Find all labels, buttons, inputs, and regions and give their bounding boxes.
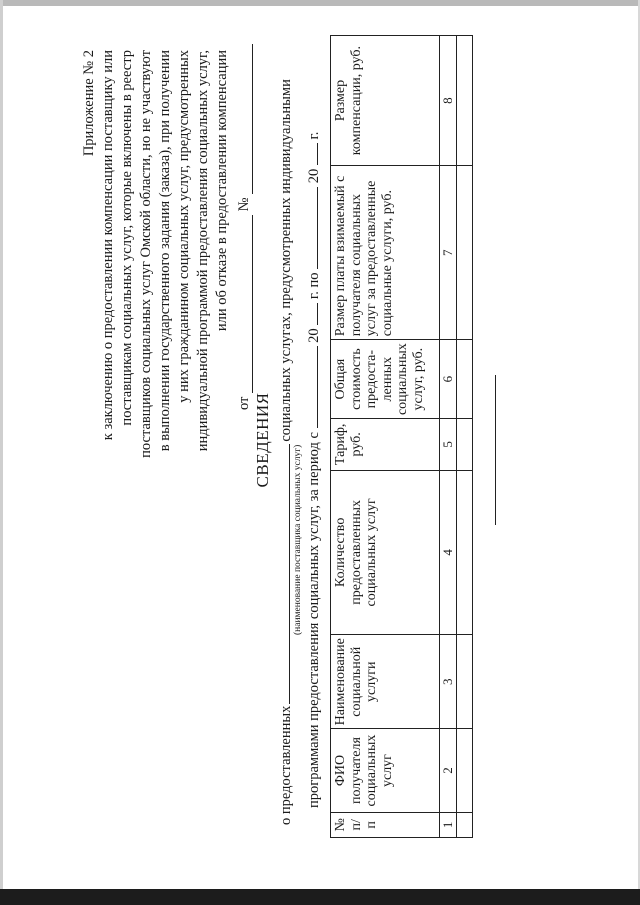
appendix-line: поставщиков социальных услуг Омской области, но не участвуют xyxy=(138,50,154,458)
appendix-line: в выполнении государственного задания (заказа), при получении xyxy=(157,50,173,452)
year-1-blank xyxy=(304,303,318,325)
period-end: г. xyxy=(306,131,322,140)
scan-edge-top xyxy=(0,0,640,6)
column-number: 8 xyxy=(440,36,457,166)
column-number: 3 xyxy=(440,635,457,729)
scan-edge-left xyxy=(0,0,3,905)
empty-cell xyxy=(457,729,473,812)
info-line-1 xyxy=(276,45,295,825)
header-cell: Тариф, руб. xyxy=(331,419,440,471)
column-number: 1 xyxy=(440,812,457,837)
empty-cell xyxy=(457,166,473,340)
header-cell: Наименование социальной услуги xyxy=(331,635,440,729)
empty-cell xyxy=(457,36,473,166)
empty-cell xyxy=(457,635,473,729)
column-number: 4 xyxy=(440,470,457,635)
period-end-blank xyxy=(304,187,318,269)
services-table xyxy=(330,35,473,838)
provider-name-blank xyxy=(276,444,290,704)
date-blank xyxy=(238,215,253,393)
header-cell: Количество предоставленных социальных услуг xyxy=(331,470,440,635)
appendix-line: у них гражданином социальных услуг, предусмотренных xyxy=(176,50,192,403)
column-number: 5 xyxy=(440,419,457,471)
column-number: 2 xyxy=(440,729,457,812)
period-start-blank xyxy=(304,346,318,428)
number-blank xyxy=(238,44,253,194)
appendix-line: индивидуальной программой предоставления социальных услуг, xyxy=(195,50,211,452)
number-label: № xyxy=(236,197,252,212)
column-number: 7 xyxy=(440,166,457,340)
period-label: программами предоставления социальных услуг, за период с xyxy=(306,432,322,808)
info-line-1-end: социальных услугах, предусмотренных индивидуальными xyxy=(278,79,294,442)
scan-edge-bottom xyxy=(0,889,640,905)
document-page xyxy=(50,30,610,850)
appendix-number: Приложение № 2 xyxy=(81,50,97,157)
column-number: 6 xyxy=(440,340,457,419)
year-2-blank xyxy=(304,143,318,165)
info-line-1-start: о предоставленных xyxy=(278,705,294,825)
header-cell: № п/п xyxy=(331,812,440,837)
document-title: СВЕДЕНИЯ xyxy=(253,392,272,488)
header-cell: Размер платы взимаемый с получателя социальных услуг за предоставленные социальные услуги, руб. xyxy=(331,166,440,340)
header-cell: Общая стоимость предоста-ленных социальных услуг, руб. xyxy=(331,340,440,419)
empty-cell xyxy=(457,419,473,471)
empty-cell xyxy=(457,470,473,635)
provider-name-hint: (наименование поставщика социальных услуг) xyxy=(293,444,303,635)
appendix-line: или об отказе в предоставлении компенсации xyxy=(214,50,230,332)
empty-cell xyxy=(457,340,473,419)
table-header-row xyxy=(331,36,440,838)
year-2: 20 xyxy=(306,168,322,184)
table-number-row xyxy=(440,36,457,838)
empty-cell xyxy=(457,812,473,837)
appendix-line: поставщикам социальных услуг, которые включены в реестр xyxy=(119,50,135,426)
info-line-2 xyxy=(304,28,323,808)
year-1: 20 xyxy=(306,328,322,343)
header-cell: Размер компенсации, руб. xyxy=(331,36,440,166)
separator-line xyxy=(495,375,496,525)
appendix-line: к заключению о предоставлении компенсации поставщику или xyxy=(100,50,116,441)
header-cell: ФИО получателя социальных услуг xyxy=(331,729,440,812)
from-label: от xyxy=(236,396,252,410)
period-mid: г. по xyxy=(306,272,322,300)
table-row xyxy=(457,36,473,838)
